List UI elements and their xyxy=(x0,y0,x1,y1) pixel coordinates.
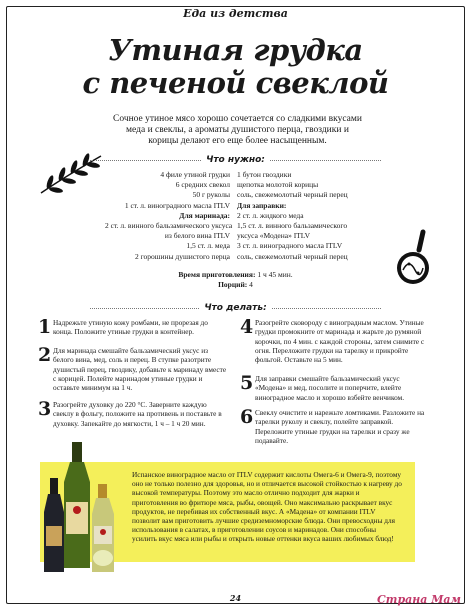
step-number: 6 xyxy=(240,406,254,428)
step-text: Для маринада смешайте бальзамический уксус из белого вина, мед, соль и перец. В ступке разотрите душистый перец, гвоздику, добавьте к маринаду вместе с корицей. Полейте маринадом утиные грудки и оставьте минимум на 1 ч. xyxy=(53,346,227,393)
step-text: Разогрейте духовку до 220 °С. Заверните каждую свеклу в фольгу, положите на противень и поставьте в духовку. Запекайте до мягкости, 1 ч – 1 ч 20 мин. xyxy=(53,400,222,428)
dressing-subheader: Для заправки: xyxy=(237,200,287,210)
step-text: Разогрейте сковороду с виноградным маслом. Утиные грудки промокните от маринада и жарьте до румяной корочки, по 4 мин. с каждой стороны, затем снимите с огня. Переложите грудки на тарелку и прикройте фольгой. Оставьте на 5 мин. xyxy=(255,318,425,365)
title-line-2: с печеной свеклой xyxy=(82,66,389,100)
ingredient-line: 1,5 ст. л. винного бальзамического xyxy=(237,221,348,231)
step-text: Свеклу очистите и нарежьте ломтиками. Разложите на тарелки руколу и свеклу, полейте заправкой. Переложите утиные грудки на тарелки и сразу же подавайте. xyxy=(255,408,425,445)
step-number: 4 xyxy=(240,316,254,338)
ingredient-line: соль, свежемолотый черный перец xyxy=(237,251,348,261)
marinade-subheader: Для маринада: xyxy=(179,210,230,220)
recipe-title xyxy=(0,34,471,100)
step-2 xyxy=(38,346,228,392)
product-bottles-image xyxy=(42,440,128,575)
ingredient-line: 2 горошины душистого перца xyxy=(134,251,230,261)
ingredient-line: из белого вина ITLV xyxy=(164,231,230,241)
ingredient-line: 3 ст. л. виноградного масла ITLV xyxy=(237,241,343,251)
step-number: 3 xyxy=(38,398,52,420)
section-tag: Еда из детства xyxy=(175,7,296,20)
product-note-text: Испанское виноградное масло от ITLV содержит кислоты Омега-6 и Омега-9, поэтому оно не только полезно для здоровья, но и отличается высокой стойкостью к нагреву до высокой температуры. Поэтому это масло отлично подходит для жарки и приготовления во фритюре мяса, рыбы, овощей. Оно максимально раскрывает вкус продуктов, не перебивая их собственный вкус. А «Мадена» от компании ITLV позволит вам приготовить лучшие средиземноморские блюда. Они превосходны для использования в салатах, в приготовлении соусов и маринадов. Они способны усилить вкус мяса или рыбы и открыть новые оттенки вкуса ваших любимых блюд! xyxy=(132,470,402,544)
ingredient-line: уксуса «Модена» ITLV xyxy=(237,231,311,241)
ingredient-line: 6 средних свекол xyxy=(175,180,230,190)
ingredients-header: Что нужно: xyxy=(0,155,471,165)
time-label: Время приготовления: xyxy=(178,270,256,279)
step-4 xyxy=(240,318,428,364)
ingredient-line: 4 филе утиной грудки xyxy=(160,170,230,179)
ingredient-line: щепотка молотой корицы xyxy=(237,180,319,190)
intro-text: Сочное утиное мясо хорошо сочетается со сладкими вкусами меда и свеклы, а ароматы душистого перца, гвоздики и корицы делают его еще более насыщенным. xyxy=(112,114,362,146)
step-text: Для заправки смешайте бальзамический уксус «Модена» и мед, посолите и поперчите, влейте виноградное масло и хорошо взбейте венчиком. xyxy=(255,374,405,402)
watermark: Страна Мам xyxy=(377,593,461,606)
step-3 xyxy=(38,400,228,428)
title-line-1: Утиная грудка xyxy=(108,33,363,67)
ingredient-line: 1 бутон гвоздики xyxy=(237,170,292,179)
step-6 xyxy=(240,408,428,445)
ingredient-line: 1,5 ст. л. меда xyxy=(186,241,230,251)
portions-value: 4 xyxy=(249,280,253,289)
ingredient-line: 50 г руколы xyxy=(192,190,230,200)
step-number: 2 xyxy=(38,344,52,366)
portions-label: Порций: xyxy=(218,280,248,289)
step-1 xyxy=(38,318,228,337)
ingredient-line: соль, свежемолотый черный перец xyxy=(237,190,348,200)
ingredient-line: 2 ст. л. жидкого меда xyxy=(237,210,304,220)
ingredient-line: 1 ст. л. виноградного масла ITLV xyxy=(124,200,230,210)
ingredient-line: 2 ст. л. винного бальзамического уксуса xyxy=(105,221,233,231)
page-number: 24 xyxy=(229,593,242,603)
step-number: 5 xyxy=(240,372,254,394)
step-number: 1 xyxy=(38,316,52,338)
time-value: 1 ч 45 мин. xyxy=(257,270,293,279)
step-text: Надрежьте утиную кожу ромбами, не прорезая до конца. Положите утиные грудки в контейнер. xyxy=(53,318,208,337)
steps-header: Что делать: xyxy=(0,303,471,313)
ingredients-right-column xyxy=(237,170,367,262)
step-5 xyxy=(240,374,428,402)
ingredients-left-column xyxy=(105,170,233,262)
cooking-info xyxy=(0,270,471,290)
